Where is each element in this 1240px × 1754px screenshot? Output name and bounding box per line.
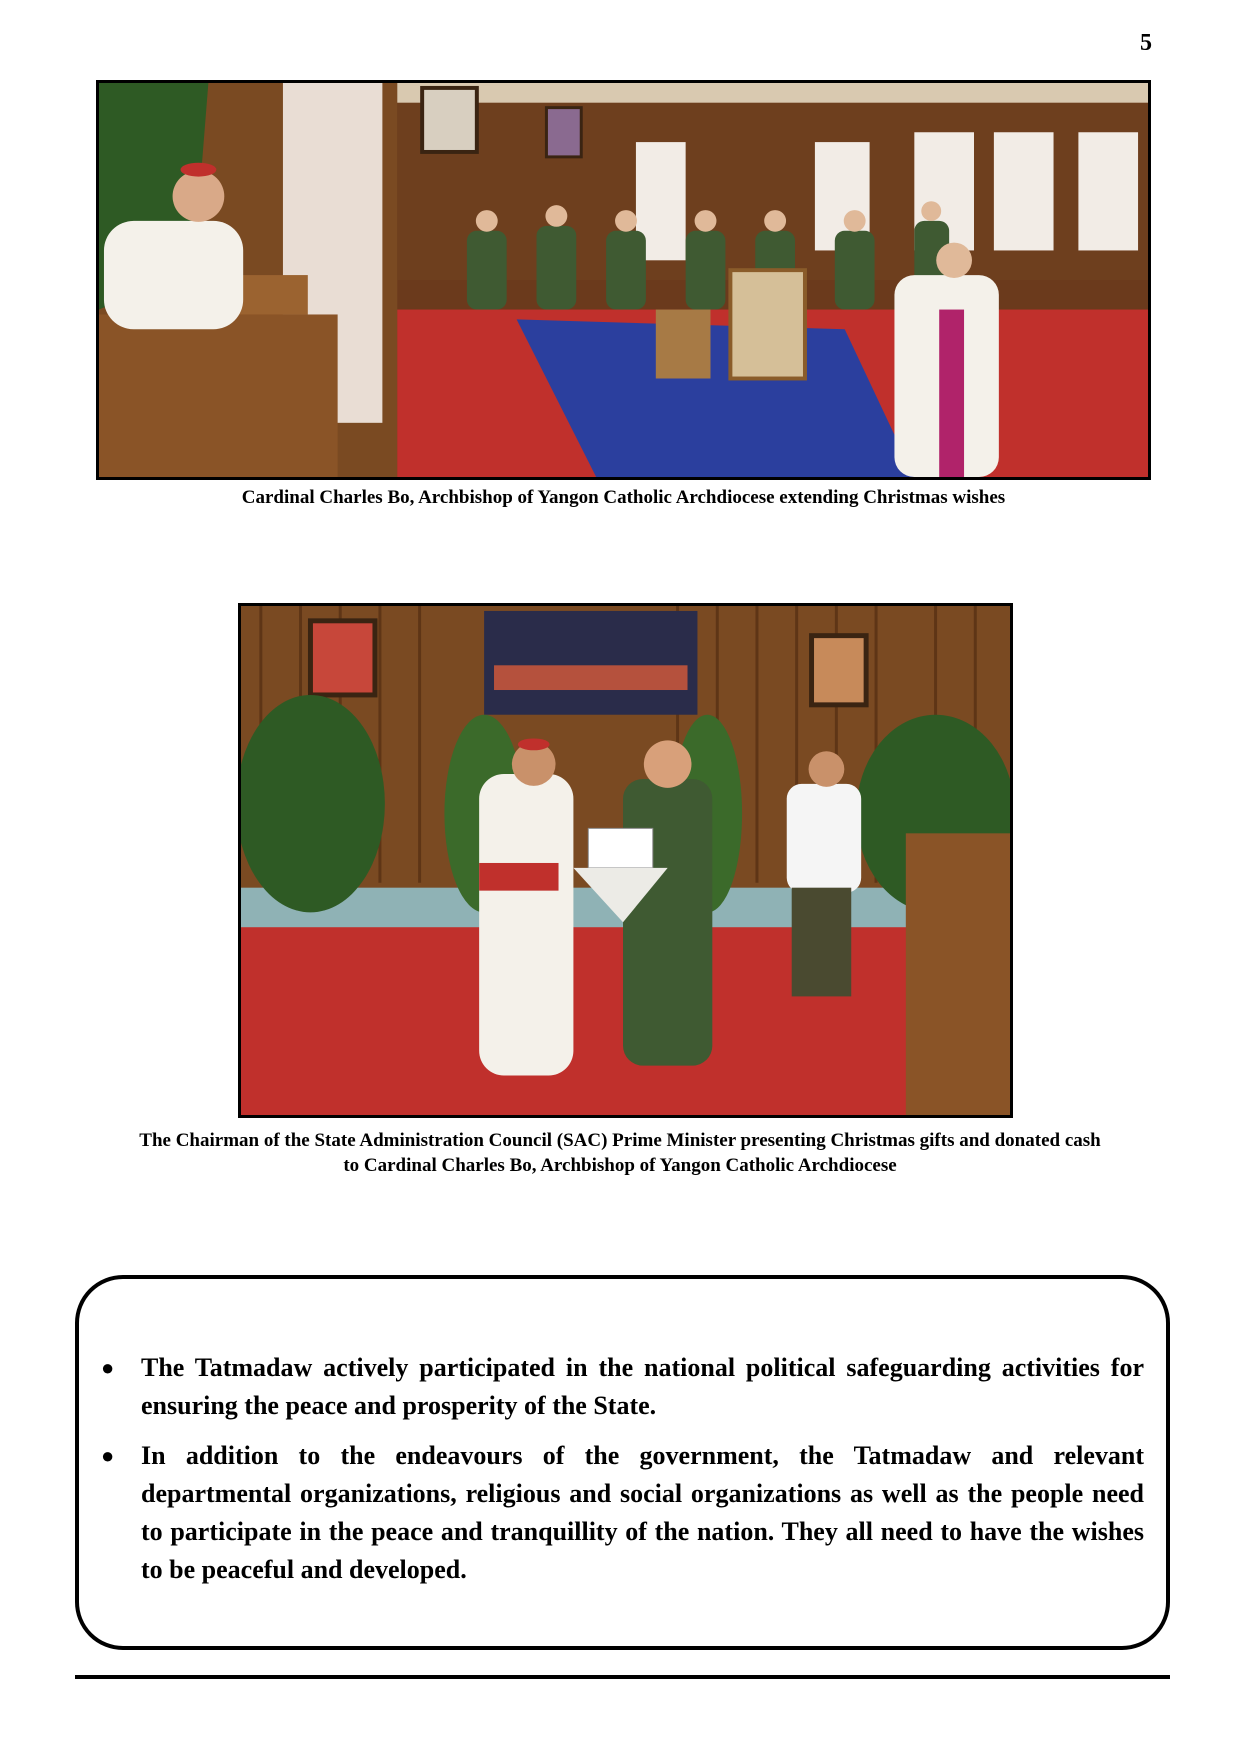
notice-list [79,1349,1166,1601]
caption-line: The Chairman of the State Administration Council (SAC) Prime Minister presenting Christmas gifts and donated cash [139,1130,1101,1151]
cardinal-speech-photo [96,80,1151,480]
notice-bullet-item [79,1349,1166,1425]
notice-bullet-text: The Tatmadaw actively participated in the national political safeguarding activities for ensuring the peace and prosperity of the State. [141,1353,1144,1420]
notice-bullet-text: In addition to the endeavours of the government, the Tatmadaw and relevant departmental organizations, religious and social organizations as well as the people need to participate in the peace and tranquillity of the nation. They all need to have the wishes to be peaceful and developed. [141,1441,1144,1584]
bullet-icon: ● [101,1355,115,1380]
bullet-icon: ● [101,1443,115,1468]
cardinal-speech-image [99,83,1148,477]
gift-presentation-image [241,606,1010,1115]
gift-presentation-photo [238,603,1013,1118]
notice-box [75,1275,1170,1650]
notice-bullet-item [79,1437,1166,1589]
footer-rule [75,1675,1170,1679]
caption-line: to Cardinal Charles Bo, Archbishop of Yangon Catholic Archdiocese [343,1155,897,1176]
gift-presentation-caption [60,1128,1180,1178]
page-number: 5 [1140,30,1152,56]
cardinal-speech-caption: Cardinal Charles Bo, Archbishop of Yangon Catholic Archdiocese extending Christmas wishes [241,487,1006,508]
